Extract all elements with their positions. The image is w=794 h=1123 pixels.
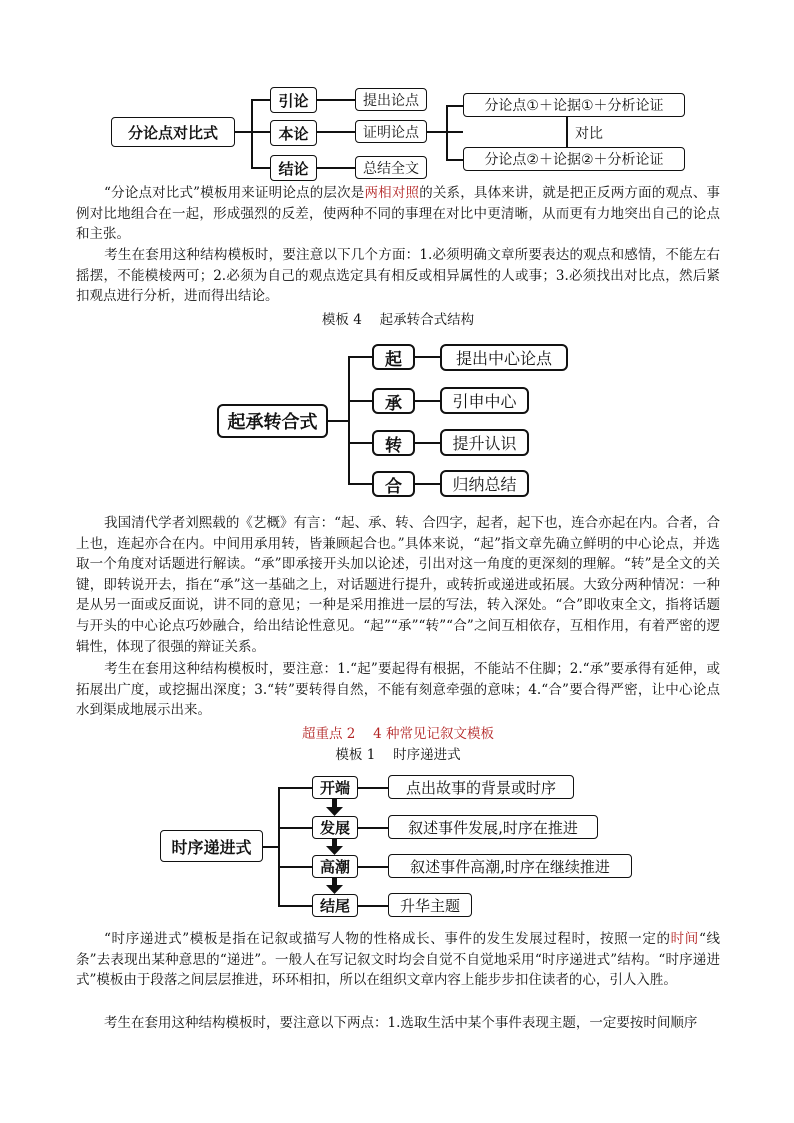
- action-node: 证明论点: [355, 120, 427, 143]
- root-node: 起承转合式: [217, 404, 328, 438]
- figure-caption: 模板 1 时序递进式: [335, 747, 461, 763]
- branch-node: 引论: [270, 87, 317, 113]
- step-node: 高潮: [312, 855, 358, 878]
- stage-node: 起: [372, 344, 415, 370]
- figure-caption: 模板 4 起承转合式结构: [321, 312, 475, 328]
- detail-node: 提升认识: [440, 429, 529, 456]
- action-node: 提出论点: [355, 88, 427, 111]
- arrow-head: [326, 807, 343, 816]
- branch-node: 结论: [270, 155, 317, 181]
- branch-node: 本论: [270, 120, 317, 146]
- arrow-shaft: [332, 799, 337, 808]
- root-node: 时序递进式: [160, 830, 263, 862]
- step-node: 开端: [312, 776, 358, 799]
- arrow-shaft: [332, 839, 337, 847]
- paragraph: “分论点对比式”模板用来证明论点的层次是两相对照的关系，具体来讲，就是把正反两方面的观点、事例对比地组合在一起，形成强烈的反差，使两种不同的事理在对比中更清晰，从而更有力地突出自己的论点和主张。: [76, 185, 721, 243]
- paragraph: “时序递进式”模板是指在记叙或描写人物的性格成长、事件的发生发展过程时，按照一定的时间“线条”去表现出某种意思的“递进”。一般人在写记叙文时均会自觉不自觉地采用“时序递进式”结构。“时序递进式”模板由于段落之间层层推进，环环相扣，所以在组织文章内容上能步步扣住读者的心，引人入胜。: [76, 931, 720, 989]
- action-node: 总结全文: [355, 156, 427, 179]
- paragraph: 考生在套用这种结构模板时，要注意以下两点：1.选取生活中某个事件表现主题，一定要按时间顺序: [104, 1015, 698, 1031]
- sub-argument-node: 分论点②＋论据②＋分析论证: [463, 147, 685, 171]
- step-node: 结尾: [312, 894, 358, 917]
- detail-node: 点出故事的背景或时序: [388, 775, 574, 799]
- detail-node: 升华主题: [388, 893, 472, 917]
- arrow-head: [326, 846, 343, 855]
- paragraph: 考生在套用这种结构模板时，要注意：1.“起”要起得有根据，不能站不住脚；2.“承”要承得有延伸，或拓展出广度，或挖掘出深度；3.“转”要转得自然，不能有刻意牵强的意味；4.“合”要合得严密，让中心论点水到渠成地展示出来。: [76, 661, 720, 719]
- step-node: 发展: [312, 816, 358, 839]
- detail-node: 叙述事件发展,时序在推进: [388, 815, 598, 839]
- detail-node: 提出中心论点: [440, 344, 568, 371]
- paragraph: 我国清代学者刘熙载的《艺概》有言：“起、承、转、合四字，起者，起下也，连合亦起在内。合者，合上也，连起亦合在内。中间用承用转，皆兼顾起合也。”具体来说，“起”指文章先确立鲜明的中心论点，并选取一个角度对话题进行解读。“承”即承接开头加以论述，引出对这一角度的更深刻的理解。“转”是全文的关键，即转说开去，指在“承”这一基础之上，对话题进行提升，或转折或递进或拓展。大致分两种情况：一种是从另一面或反面说，讲不同的意见；一种是采用推进一层的写法，转入深处。“合”即收束全文，指将话题与开头的中心论点巧妙融合，给出结论性意见。“起”“承”“转”“合”之间互相依存，互相作用，有着严密的逻辑性，体现了很强的辩证关系。: [76, 515, 720, 655]
- sub-argument-node: 分论点①＋论据①＋分析论证: [463, 93, 685, 117]
- detail-node: 叙述事件高潮,时序在继续推进: [388, 854, 632, 878]
- detail-node: 引申中心: [440, 387, 529, 414]
- stage-node: 承: [372, 388, 415, 414]
- root-node: 分论点对比式: [111, 117, 235, 147]
- arrow-head: [326, 885, 343, 894]
- compare-label: 对比: [575, 126, 603, 142]
- detail-node: 归纳总结: [440, 470, 529, 497]
- arrow-shaft: [332, 878, 337, 886]
- paragraph: 考生在套用这种结构模板时，要注意以下几个方面：1.必须明确文章所要表达的观点和感情，不能左右摇摆，不能模棱两可；2.必须为自己的观点选定具有相反或相异属性的人或事；3.必须找出对比点，然后紧扣观点进行分析，进而得出结论。: [76, 247, 720, 305]
- stage-node: 转: [372, 430, 415, 456]
- section-title: 超重点 2 4 种常见记叙文模板: [301, 726, 495, 742]
- stage-node: 合: [372, 471, 415, 497]
